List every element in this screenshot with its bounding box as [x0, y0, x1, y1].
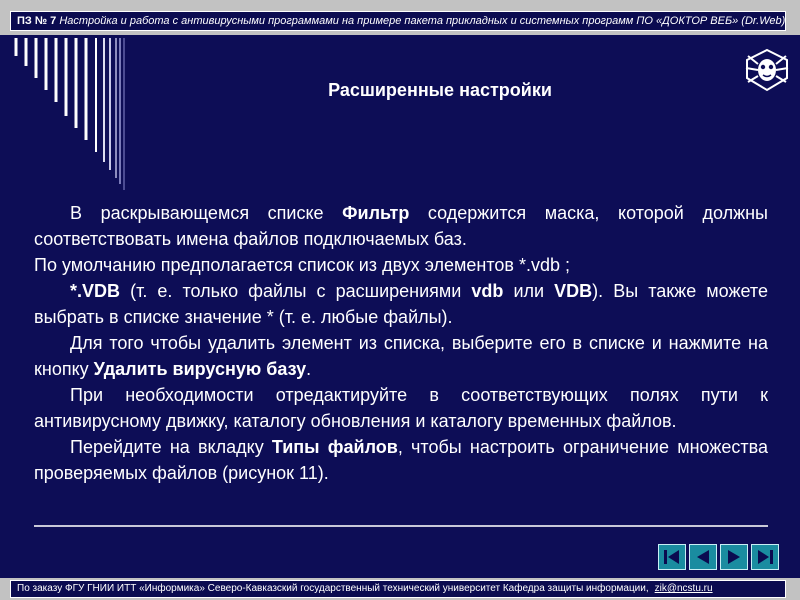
file-types-term: Типы файлов — [271, 437, 398, 457]
header-title — [10, 11, 786, 31]
paragraph-default: По умолчанию предполагается список из двух элементов *.vdb ; — [34, 255, 571, 275]
nav-prev-button[interactable] — [689, 544, 717, 570]
decorative-stripes — [14, 38, 254, 198]
first-icon — [659, 545, 685, 569]
paragraph-paths: При необходимости отредактируйте в соответствующих полях пути к антивирусному движку, каталогу обновления и каталогу временных файлов. — [34, 385, 768, 431]
prev-icon — [690, 545, 716, 569]
header-prefix: ПЗ № 7 — [17, 15, 57, 27]
paragraph-filter: В раскрывающемся списке Фильтр содержится маска, которой должны соответствовать имена файлов подключаемых баз. — [34, 203, 768, 249]
paragraph-delete: Для того чтобы удалить элемент из списка, выберите его в списке и нажмите на кнопку Удалить вирусную базу. — [34, 333, 768, 379]
slide-body — [34, 200, 768, 527]
footer-bar — [0, 578, 800, 600]
nav-first-button[interactable] — [658, 544, 686, 570]
footer-email-link[interactable]: zik@ncstu.ru — [654, 583, 713, 594]
nav-last-button[interactable] — [751, 544, 779, 570]
filter-term: Фильтр — [342, 203, 410, 223]
paragraph-file-types: Перейдите на вкладку Типы файлов, чтобы настроить ограничение множества проверяемых файлов (рисунок 11). — [34, 437, 768, 483]
header-bar — [0, 0, 800, 35]
delete-base-term: Удалить вирусную базу — [93, 359, 307, 379]
nav-next-button[interactable] — [720, 544, 748, 570]
paragraph-vdb: *.VDB (т. е. только файлы с расширениями vdb или VDB). Вы также можете выбрать в списке значение * (т. е. любые файлы). — [34, 281, 768, 327]
header-text: Настройка и работа с антивирусными программами на примере пакета прикладных и системных программ ПО «ДОКТОР ВЕБ» (Dr.Web) — [59, 15, 786, 27]
footer-text: По заказу ФГУ ГНИИ ИТТ «Информика» Северо-Кавказский государственный технический университет Кафедра защиты информации, zik@ncstu.ru — [10, 580, 786, 598]
next-icon — [721, 545, 747, 569]
last-icon — [752, 545, 778, 569]
slide-title: Расширенные настройки — [328, 80, 552, 100]
